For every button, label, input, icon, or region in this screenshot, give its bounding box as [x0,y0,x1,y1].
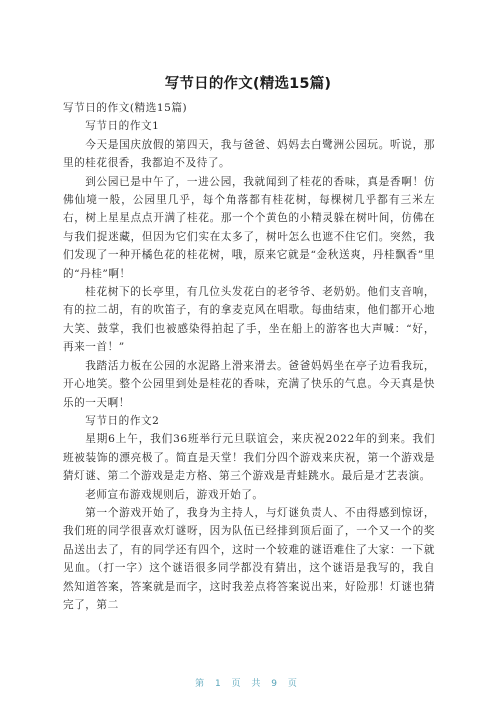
paragraph-subtitle: 写节日的作文(精选15篇) [63,102,188,114]
paragraph: 老师宣布游戏规则后，游戏开始了。 [85,488,264,501]
document-body [63,99,435,614]
section-heading-2: 写节日的作文2 [85,414,160,427]
paragraph: 星期6上午，我们36班举行元旦联谊会，来庆祝2022年的到来。我们班被装饰的漂亮极了。简直是天堂！我们分四个游戏来庆祝，第一个游戏是猜灯谜、第二个游戏是走方格、第三个游戏是青蛙跳水。最后是才艺表演。 [63,433,435,483]
paragraph: 桂花树下的长亭里，有几位头发花白的老爷爷、老奶奶。他们支音响，有的拉二胡，有的吹笛子，有的拿麦克风在唱歌。每曲结束，他们都开心地大笑、鼓掌，我们也被感染得拍起了手，坐在船上的游客也大声喊：“好，再来一首！” [63,286,435,354]
paragraph: 我踏活力板在公园的水泥路上滑来滑去。爸爸妈妈坐在亭子边看我玩，开心地笑。整个公园里到处是桂花的香味，充满了快乐的气息。今天真是快乐的一天啊！ [63,359,435,409]
page-footer: 第 1 页 共 9 页 [195,679,301,689]
section-heading-1: 写节日的作文1 [85,120,160,133]
paragraph: 第一个游戏开始了，我身为主持人，与灯谜负责人、不由得感到惊讶，我们班的同学很喜欢灯谜呀，因为队伍已经排到顶后面了，一个又一个的奖品送出去了，有的同学还有四个，这时一个较难的谜语难住了大家：一下就见血。（打一字）这个谜语很多同学都没有猜出，这个谜语是我写的，我自然知道答案，答案就是而字，这时我差点将答案说出来，好险那！灯谜也猜完了，第二 [63,506,435,611]
document-title: 写节日的作文(精选15篇) [164,76,332,92]
paragraph: 到公园已是中午了，一进公园，我就闻到了桂花的香味，真是香啊！仿佛仙境一般，公园里几乎，每个角落都有桂花树，每棵树几乎都有三米左右，树上星星点点开满了桂花。那一个个黄色的小精灵躲在树叶间，仿佛在与我们捉迷藏，但因为它们实在太多了，树叶怎么也遮不住它们。突然，我们发现了一种开橘色花的桂花树，哦，原来它就是“金秋送爽，丹桂飘香”里的“丹桂”啊！ [63,175,435,280]
paragraph: 今天是国庆放假的第四天，我与爸爸、妈妈去白鹭洲公园玩。听说，那里的桂花很香，我都迫不及待了。 [63,138,435,170]
